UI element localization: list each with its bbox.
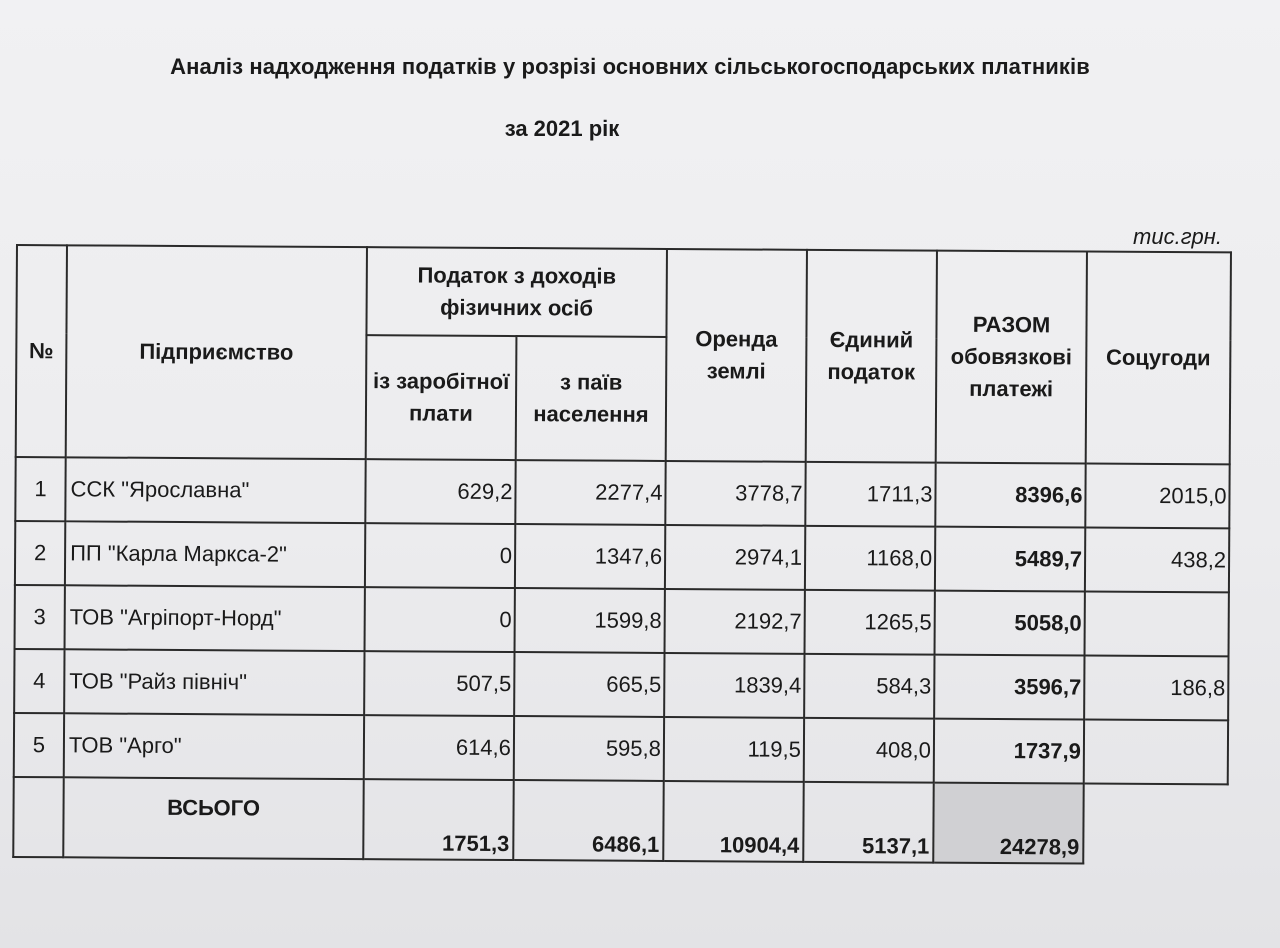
table-row <box>14 713 1228 784</box>
social-agreements-value <box>1085 592 1229 657</box>
social-agreements-value: 438,2 <box>1085 528 1229 593</box>
land-rent-value: 2192,7 <box>665 589 805 654</box>
table-row <box>15 457 1229 528</box>
header-single-tax: Єдиний податок <box>806 250 937 463</box>
totals-mandatory: 24278,9 <box>933 783 1083 864</box>
totals-social-empty <box>1083 784 1227 865</box>
header-social-agreements: Соцугоди <box>1086 252 1231 465</box>
pdfo-salary-value: 0 <box>365 587 515 652</box>
row-number: 2 <box>15 521 65 585</box>
totals-single-tax: 5137,1 <box>803 782 933 863</box>
row-number: 4 <box>14 649 64 713</box>
pdfo-shares-value: 1599,8 <box>515 588 665 653</box>
single-tax-value: 1265,5 <box>805 590 935 655</box>
total-mandatory-value: 3596,7 <box>934 655 1084 720</box>
document-title: Аналіз надходження податків у розрізі основних сільськогосподарських платників <box>170 54 1090 79</box>
total-mandatory-value: 8396,6 <box>935 463 1085 528</box>
document-subtitle: за 2021 рік <box>504 116 620 141</box>
single-tax-value: 584,3 <box>804 654 934 719</box>
total-mandatory-value: 5058,0 <box>935 591 1085 656</box>
header-pdfo-shares: з паїв населення <box>516 336 667 461</box>
pdfo-shares-value: 1347,6 <box>515 524 665 589</box>
total-mandatory-value: 1737,9 <box>934 719 1084 784</box>
totals-row <box>13 777 1227 864</box>
pdfo-salary-value: 0 <box>365 523 515 588</box>
pdfo-shares-value: 2277,4 <box>515 460 665 525</box>
pdfo-salary-value: 614,6 <box>364 715 514 780</box>
row-number: 1 <box>15 457 65 521</box>
single-tax-value: 1168,0 <box>805 526 935 591</box>
header-no: № <box>16 245 67 457</box>
totals-number-cell <box>13 777 63 857</box>
totals-pdfo-shares: 6486,1 <box>513 780 663 861</box>
row-number: 5 <box>14 713 64 777</box>
single-tax-value: 1711,3 <box>805 462 935 527</box>
table-row <box>14 649 1228 720</box>
enterprise-name: ПП "Карла Маркса-2" <box>65 521 365 587</box>
land-rent-value: 119,5 <box>664 717 804 782</box>
unit-label: тис.грн. <box>1133 224 1222 249</box>
table-row <box>15 521 1229 592</box>
pdfo-shares-value: 595,8 <box>514 716 664 781</box>
totals-land-rent: 10904,4 <box>663 781 803 862</box>
social-agreements-value: 186,8 <box>1084 656 1228 721</box>
table-row <box>15 585 1229 656</box>
header-total-mandatory: РАЗОМ обовязкові платежі <box>936 251 1087 464</box>
pdfo-salary-value: 629,2 <box>365 459 515 524</box>
totals-pdfo-salary: 1751,3 <box>363 779 513 860</box>
social-agreements-value <box>1084 720 1228 785</box>
header-pdfo-salary: із заробітної плати <box>366 335 517 460</box>
header-land-rent: Оренда землі <box>666 249 807 462</box>
enterprise-name: ТОВ "Агріпорт-Норд" <box>65 585 365 651</box>
total-mandatory-value: 5489,7 <box>935 527 1085 592</box>
tax-table <box>12 244 1232 865</box>
land-rent-value: 1839,4 <box>664 653 804 718</box>
pdfo-salary-value: 507,5 <box>364 651 514 716</box>
enterprise-name: ТОВ "Арго" <box>64 713 364 779</box>
social-agreements-value: 2015,0 <box>1085 464 1229 529</box>
enterprise-name: ТОВ "Райз північ" <box>64 649 364 715</box>
enterprise-name: ССК "Ярославна" <box>65 457 365 523</box>
land-rent-value: 2974,1 <box>665 525 805 590</box>
single-tax-value: 408,0 <box>804 718 934 783</box>
header-pdfo: Податок з доходів фізичних осіб <box>366 247 667 337</box>
pdfo-shares-value: 665,5 <box>514 652 664 717</box>
land-rent-value: 3778,7 <box>665 461 805 526</box>
totals-label: ВСЬОГО <box>63 777 363 859</box>
row-number: 3 <box>15 585 65 649</box>
header-enterprise: Підприємство <box>66 245 367 459</box>
